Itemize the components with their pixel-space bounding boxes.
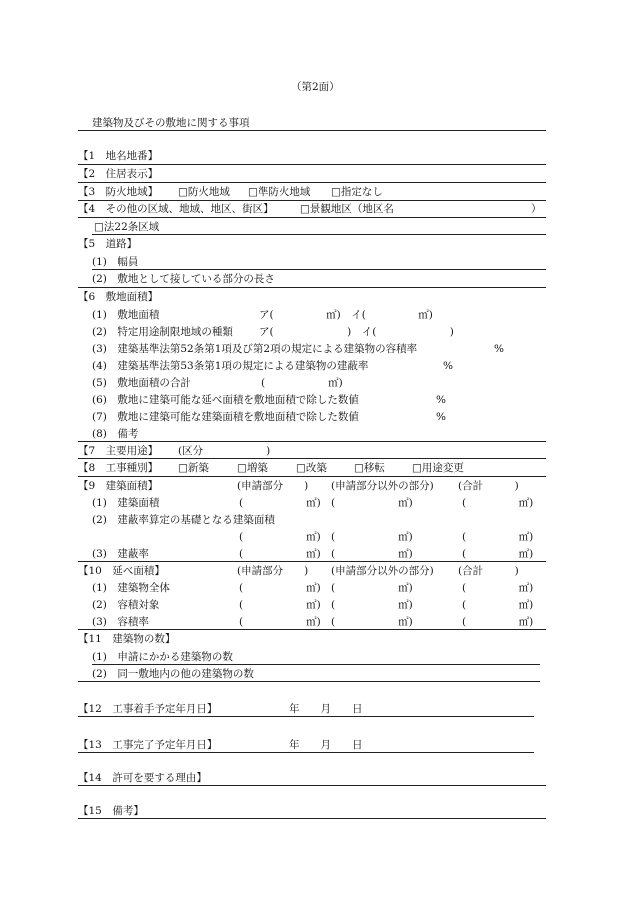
item-12-label: 【12 工事着手予定年月日】 <box>78 703 218 715</box>
building-area-total: ( ㎡) <box>462 497 534 509</box>
site-remarks-label: (8) 備考 <box>92 428 139 440</box>
bcr-label: (4) 建築基準法第53条第1項の規定による建築物の建蔽率 <box>92 360 369 372</box>
far-target-applied: ( ㎡) <box>239 599 321 611</box>
building-ratio-label: (7) 敷地に建築可能な建築面積を敷地面積で除した数値 <box>92 411 359 423</box>
item-11-rule <box>78 681 540 682</box>
far-row-label: (3) 容積率 <box>92 616 149 628</box>
bcr-percent: % <box>443 360 453 372</box>
item-10-label: 【10 延べ面積】 <box>78 565 165 577</box>
item-6-label: 【6 敷地面積】 <box>78 291 159 303</box>
s9-header-other: (申請部分以外の部分) <box>331 480 434 492</box>
landscape-district-close: ） <box>531 203 542 215</box>
far-row-other: ( ㎡) <box>331 616 413 628</box>
item-5-label: 【5 道路】 <box>78 238 138 250</box>
road-length-label: (2) 敷地として接している部分の長さ <box>92 273 275 285</box>
relocation-checkbox[interactable]: □移転 <box>354 462 385 474</box>
bcr-row-applied: ( ㎡) <box>239 548 321 560</box>
item-13-label: 【13 工事完了予定年月日】 <box>78 739 218 751</box>
item-12-rule <box>78 716 534 717</box>
building-area-label: (1) 建築面積 <box>92 497 160 509</box>
start-date: 年 月 日 <box>289 703 363 715</box>
far-target-label: (2) 容積対象 <box>92 599 160 611</box>
s10-header-total: (合計 ) <box>458 565 519 577</box>
item-3-label: 【3 防火地域】 <box>78 186 159 198</box>
use-restriction-label: (2) 特定用途制限地域の種類 <box>92 326 233 338</box>
bcr-basis-label: (2) 建蔽率算定の基礎となる建築面積 <box>92 514 275 526</box>
site-area-total-label: (5) 敷地面積の合計 <box>92 377 191 389</box>
item-14-label: 【14 許可を要する理由】 <box>78 772 207 784</box>
change-of-use-checkbox[interactable]: □用途変更 <box>412 462 464 474</box>
floor-ratio-label: (6) 敷地に建築可能な延べ面積を敷地面積で除した数値 <box>92 394 359 406</box>
item-8-label: 【8 工事種別】 <box>78 462 159 474</box>
item-6-rule <box>78 441 546 442</box>
road-width-rule <box>92 269 546 270</box>
item-7-rule <box>78 458 546 459</box>
site-area-total-value: ( ㎡) <box>261 377 343 389</box>
building-count-label: (1) 申請にかかる建築物の数 <box>92 651 233 663</box>
item-15-rule <box>78 818 546 819</box>
total-floor-other: ( ㎡) <box>331 582 413 594</box>
item-11-label: 【11 建築物の数】 <box>78 633 176 645</box>
item-4-label: 【4 その他の区域、地域、地区、街区】 <box>78 203 274 215</box>
item-10-rule <box>78 629 546 630</box>
section-title: 建築物及びその敷地に関する事項 <box>92 117 250 129</box>
far-row-total: ( ㎡) <box>462 616 534 628</box>
bcr-basis-other: ( ㎡) <box>331 531 413 543</box>
bcr-row-other: ( ㎡) <box>331 548 413 560</box>
item-4-rule-2 <box>92 234 546 235</box>
item-5-rule <box>78 287 546 288</box>
main-use-value: (区分 ) <box>178 445 271 457</box>
item-8-rule <box>78 476 546 477</box>
bcr-row-label: (3) 建蔽率 <box>92 548 149 560</box>
new-build-checkbox[interactable]: □新築 <box>178 462 209 474</box>
no-zone-checkbox[interactable]: □指定なし <box>331 186 383 198</box>
building-area-applied: ( ㎡) <box>239 497 321 509</box>
semi-fire-zone-checkbox[interactable]: □準防火地域 <box>248 186 311 198</box>
far-target-total: ( ㎡) <box>462 599 534 611</box>
total-floor-applied: ( ㎡) <box>239 582 321 594</box>
article-22-checkbox[interactable]: □法22条区域 <box>94 221 160 233</box>
item-9-rule <box>78 561 546 562</box>
item-9-label: 【9 建築面積】 <box>78 480 159 492</box>
total-floor-label: (1) 建築物全体 <box>92 582 170 594</box>
item-2-label: 【2 住居表示】 <box>78 168 159 180</box>
other-building-count-label: (2) 同一敷地内の他の建築物の数 <box>92 668 254 680</box>
site-area-values: ア( ㎡) イ( ㎡) <box>259 309 433 321</box>
s10-header-applied: (申請部分 ) <box>237 565 309 577</box>
floor-ratio-percent: % <box>436 394 446 406</box>
rebuild-checkbox[interactable]: □改築 <box>296 462 327 474</box>
section-title-rule <box>78 130 546 131</box>
item-14-rule <box>78 785 546 786</box>
far-row-applied: ( ㎡) <box>239 616 321 628</box>
fire-zone-checkbox[interactable]: □防火地域 <box>178 186 230 198</box>
landscape-district-checkbox[interactable]: □景観地区（地区名 <box>300 203 394 215</box>
road-width-label: (1) 幅員 <box>92 256 139 268</box>
item-1-label: 【1 地名地番】 <box>78 150 159 162</box>
use-restriction-values: ア( ) イ( ) <box>259 326 454 338</box>
item-2-rule <box>78 182 546 183</box>
item-1-rule <box>78 164 546 165</box>
site-area-label: (1) 敷地面積 <box>92 309 160 321</box>
s9-header-total: (合計 ) <box>458 480 519 492</box>
total-floor-total: ( ㎡) <box>462 582 534 594</box>
page-label: （第2面） <box>291 81 340 93</box>
far-percent: % <box>494 343 504 355</box>
item-13-rule <box>78 752 534 753</box>
completion-date: 年 月 日 <box>289 739 363 751</box>
bcr-basis-applied: ( ㎡) <box>239 531 321 543</box>
item-4-rule-1 <box>78 217 546 218</box>
building-area-other: ( ㎡) <box>331 497 413 509</box>
building-count-rule <box>92 664 540 665</box>
s9-header-applied: (申請部分 ) <box>237 480 309 492</box>
item-7-label: 【7 主要用途】 <box>78 445 159 457</box>
bcr-row-total: ( ㎡) <box>462 548 534 560</box>
s10-header-other: (申請部分以外の部分) <box>331 565 434 577</box>
extension-checkbox[interactable]: □増築 <box>237 462 268 474</box>
bcr-basis-total: ( ㎡) <box>462 531 534 543</box>
item-3-rule <box>78 200 546 201</box>
building-ratio-percent: % <box>436 411 446 423</box>
item-15-label: 【15 備考】 <box>78 805 144 817</box>
far-target-other: ( ㎡) <box>331 599 413 611</box>
far-label: (3) 建築基準法第52条第1項及び第2項の規定による建築物の容積率 <box>92 343 418 355</box>
